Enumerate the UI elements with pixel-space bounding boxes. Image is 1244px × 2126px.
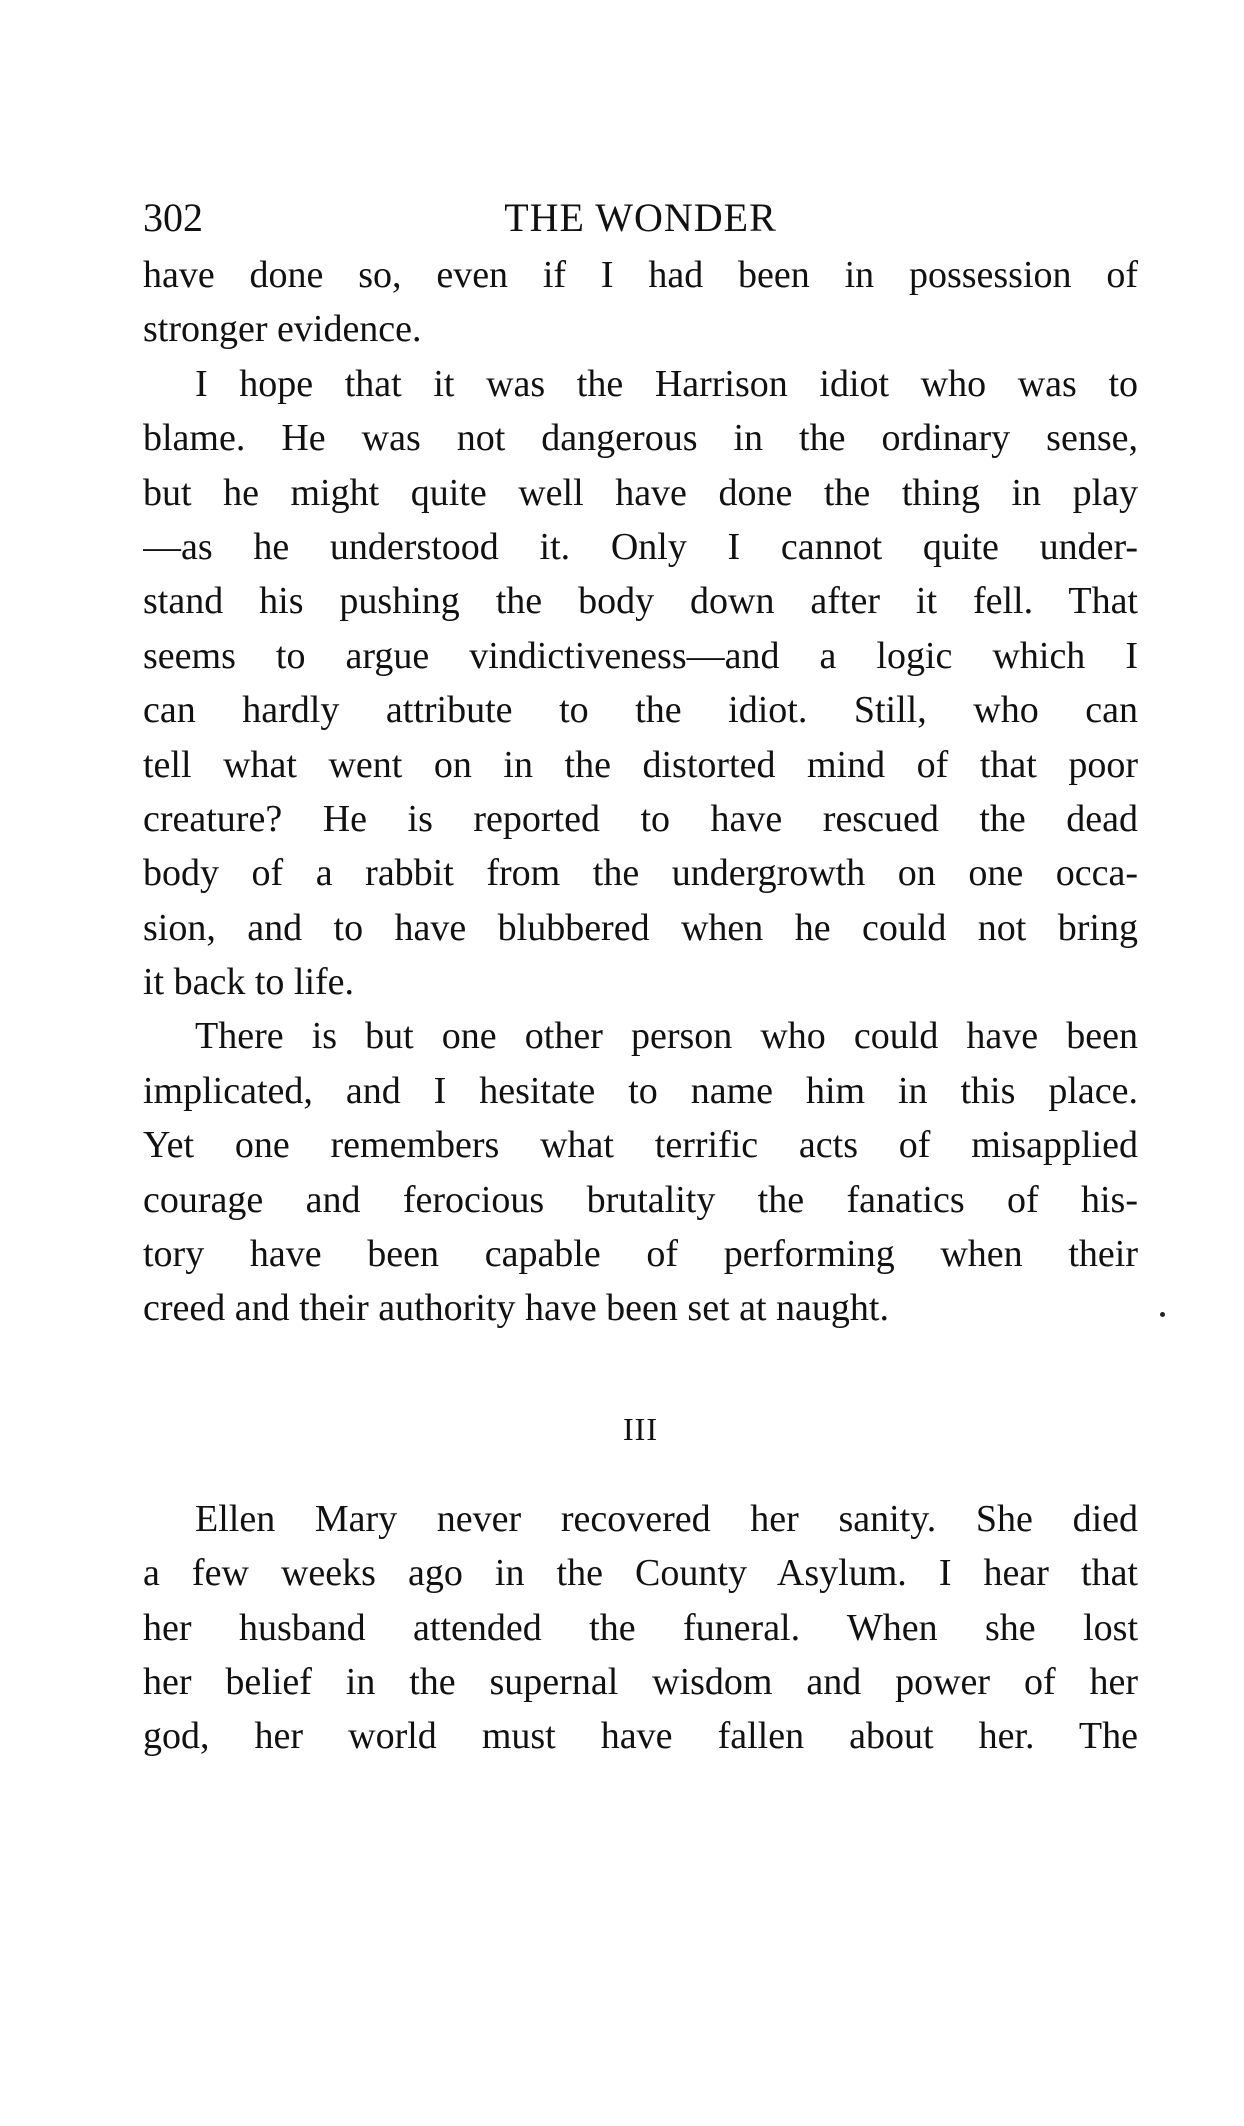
paragraph-4 — [143, 1492, 1138, 1764]
text-line: tell what went on in the distorted mind of that poor — [143, 743, 1138, 786]
text-line: —as he understood it. Only I cannot quite under- — [143, 525, 1138, 568]
text-line: body of a rabbit from the undergrowth on one occa- — [143, 852, 1138, 895]
text-line: tory have been capable of performing when their — [143, 1233, 1138, 1276]
text-line: There is but one other person who could have been — [195, 1015, 1138, 1058]
ink-speck — [1160, 1312, 1165, 1317]
text-line: stand his pushing the body down after it fell. That — [143, 580, 1138, 623]
page-number: 302 — [143, 195, 203, 240]
text-line: but he might quite well have done the thing in play — [143, 471, 1138, 514]
text-line: Ellen Mary never recovered her sanity. She died — [195, 1497, 1138, 1540]
text-line: can hardly attribute to the idiot. Still, who can — [143, 689, 1138, 732]
text-line: it back to life. — [143, 961, 355, 1004]
text-line: god, her world must have fallen about her. The — [143, 1715, 1138, 1758]
paragraph-1 — [143, 248, 1138, 357]
text-line: a few weeks ago in the County Asylum. I hear that — [143, 1552, 1138, 1595]
text-line: I hope that it was the Harrison idiot who was to — [195, 362, 1138, 405]
text-line: seems to argue vindictiveness—and a logic which I — [143, 634, 1138, 677]
text-line: implicated, and I hesitate to name him in this place. — [143, 1069, 1138, 1112]
book-title: THE WONDER — [504, 195, 777, 240]
text-line: her belief in the supernal wisdom and power of her — [143, 1660, 1138, 1703]
section-number: III — [623, 1410, 658, 1447]
text-line: stronger evidence. — [143, 308, 422, 351]
paragraph-3 — [143, 1009, 1138, 1335]
text-line: have done so, even if I had been in possession of — [143, 254, 1138, 296]
paragraph-2 — [143, 357, 1138, 1010]
text-line: her husband attended the funeral. When she lost — [143, 1606, 1138, 1649]
running-head — [143, 190, 1138, 246]
text-line: creature? He is reported to have rescued the dead — [143, 797, 1138, 840]
text-line: sion, and to have blubbered when he could not bring — [143, 906, 1138, 949]
text-line: blame. He was not dangerous in the ordinary sense, — [143, 417, 1138, 460]
text-line: creed and their authority have been set at naught. — [143, 1287, 889, 1330]
text-line: courage and ferocious brutality the fanatics of his- — [143, 1178, 1138, 1221]
text-line: Yet one remembers what terrific acts of misapplied — [143, 1124, 1138, 1167]
book-page — [143, 190, 1138, 1764]
